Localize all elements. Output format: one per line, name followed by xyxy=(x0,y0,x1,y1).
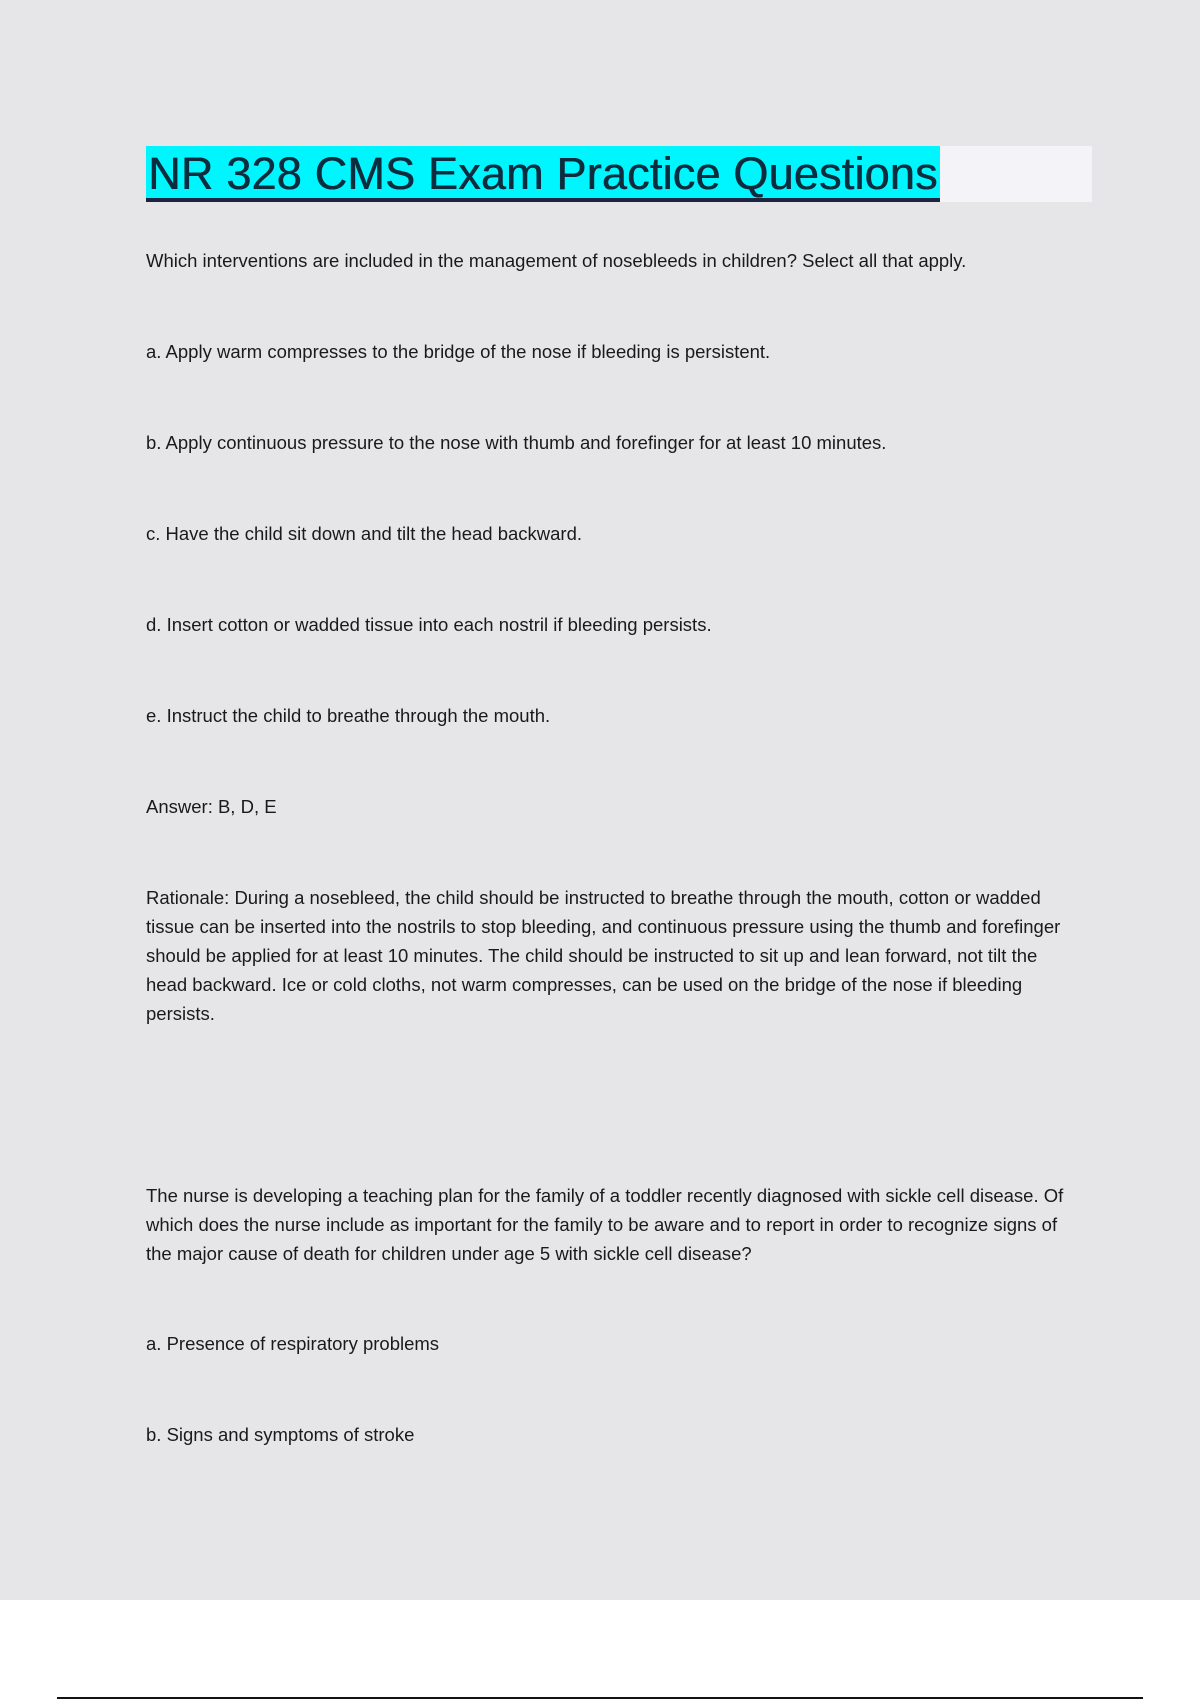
question-2-stem: The nurse is developing a teaching plan for the family of a toddler recently diagnosed with sickle cell disease. Of which does the nurse include as important for the family to be aware and to report in order to recognize signs of the major cause of death for children under age 5 with sickle cell disease? xyxy=(146,1185,1064,1264)
question-1-option-a: a. Apply warm compresses to the bridge of the nose if bleeding is persistent. xyxy=(146,341,771,362)
document-title: NR 328 CMS Exam Practice Questions xyxy=(146,146,940,202)
question-1-rationale: Rationale: During a nosebleed, the child should be instructed to breathe through the mouth, cotton or wadded tissue can be inserted into the nostrils to stop bleeding, and continuous pressure using the thumb and forefinger should be applied for at least 10 minutes. The child should be instructed to sit up and lean forward, not tilt the head backward. Ice or cold cloths, not warm compresses, can be used on the bridge of the nose if bleeding persists. xyxy=(146,887,1061,1024)
question-1-option-e: e. Instruct the child to breathe through the mouth. xyxy=(146,705,551,726)
page-divider xyxy=(57,1697,1143,1699)
question-2-option-a: a. Presence of respiratory problems xyxy=(146,1333,440,1354)
question-1-option-d: d. Insert cotton or wadded tissue into each nostril if bleeding persists. xyxy=(146,614,712,635)
question-1-option-c: c. Have the child sit down and tilt the head backward. xyxy=(146,523,583,544)
question-1-answer: Answer: B, D, E xyxy=(146,796,277,817)
question-1-stem: Which interventions are included in the management of nosebleeds in children? Select all that apply. xyxy=(146,250,967,271)
title-banner xyxy=(146,146,1092,202)
question-2-option-b: b. Signs and symptoms of stroke xyxy=(146,1424,415,1445)
question-1-option-b: b. Apply continuous pressure to the nose with thumb and forefinger for at least 10 minutes. xyxy=(146,432,887,453)
